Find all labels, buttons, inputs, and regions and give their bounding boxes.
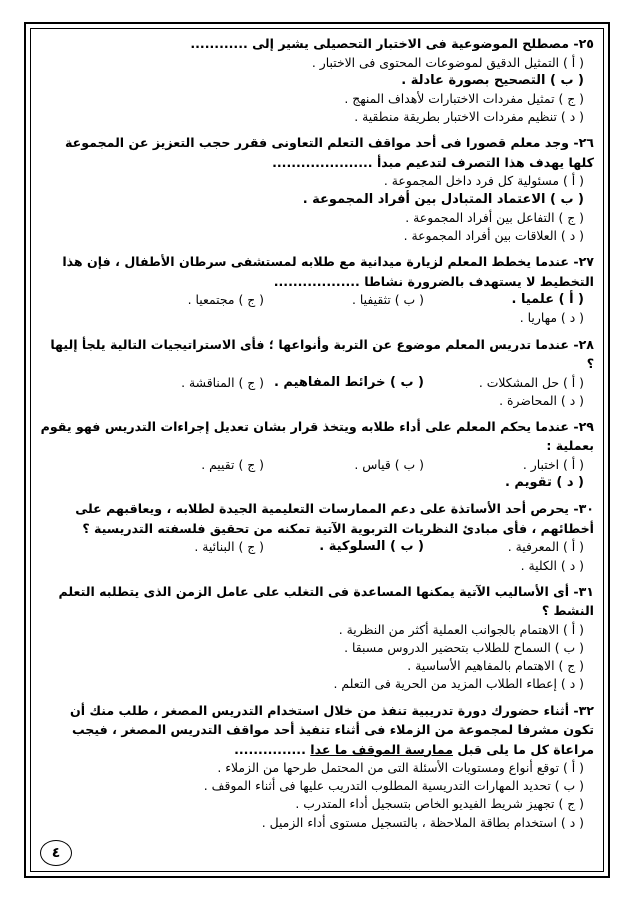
question-31	[40, 582, 594, 694]
option-b: ( ب ) تحديد المهارات التدريسية المطلوب التدريب عليها فى أثناء الموقف .	[203, 778, 584, 794]
question-stem: ٢٨- عندما تدريس المعلم موضوع عن التربة وأنواعها ؛ فأى الاستراتيجيات التالية يلجأ إليها ؟	[50, 336, 594, 372]
questions-list	[40, 34, 594, 839]
stem-main: ٣٢- أثناء حضورك دورة تدريبية تنفذ من خلال استخدام التدريس المصغر ، طلب منك أن تكون مشرفا لمجموعة من الزملاء فى أثناء تنفيذ أحد مواقف التدريس المصغر ، فيجب مراعاة كل ما يلى قبل	[70, 702, 594, 757]
option-a: ( أ ) حل المشكلات .	[478, 374, 584, 390]
option-a: ( أ ) اختبار .	[522, 456, 584, 472]
options-grid	[40, 538, 584, 574]
option-a: ( أ ) الاهتمام بالجوانب العملية أكثر من النظرية .	[338, 621, 584, 637]
option-d: ( د ) مهاريا .	[519, 310, 584, 326]
page-number-badge: ٤	[40, 840, 72, 866]
option-c: ( ج ) البنائية .	[194, 539, 264, 555]
option-c: ( ج ) التفاعل بين أفراد المجموعة .	[405, 209, 584, 225]
option-a: ( أ ) توقع أنواع ومستويات الأسئلة التى من المحتمل طرحها من الزملاء .	[217, 760, 584, 776]
option-c: ( ج ) مجتمعيا .	[187, 292, 264, 308]
question-stem: ٣٠- يحرص أحد الأساتذة على دعم الممارسات التعليمية الجيدة لطلابه ، ويعاقبهم على أخطائهم ، فأى مبادئ النظريات التربوية الآتية تمكنه من تحقيق فلسفته التدريسية ؟	[75, 501, 594, 536]
option-a-correct: ( أ ) علميا .	[511, 292, 584, 308]
question-stem: ٢٥- مصطلح الموضوعية فى الاختبار التحصيلى يشير إلى ............	[190, 36, 594, 51]
option-b: ( ب ) السماح للطلاب بتحضير الدروس مسبقا .	[344, 639, 584, 655]
question-25	[40, 34, 594, 126]
stem-underlined: ممارسة الموقف ما عدا	[310, 741, 454, 757]
question-26	[40, 133, 594, 245]
question-stem: ٢٦- وجد معلم قصورا فى أحد مواقف التعلم التعاونى فقرر حجب التعزيز عن المجموعة كلها يهدف هذا التصرف لتدعيم مبدأ .....................	[64, 135, 594, 170]
option-b-correct: ( ب ) الاعتماد المتبادل بين أفراد المجموعة .	[302, 191, 584, 207]
option-d: ( د ) استخدام بطاقة الملاحظة ، بالتسجيل مستوى أداء الزميل .	[261, 814, 584, 830]
option-d: ( د ) تنظيم مفردات الاختبار بطريقة منطقية .	[354, 109, 584, 125]
question-30	[40, 499, 594, 574]
question-stem: ٢٩- عندما يحكم المعلم على أداء طلابه ويتخذ قرار بشان تعديل إجراءات التدريس فهو يقوم بعملية :	[40, 418, 594, 454]
question-stem: ٢٧- عندما يخطط المعلم لزيارة ميدانية مع طلابه لمستشفى سرطان الأطفال ، فإن هذا التخطيط لا يستهدف بالضرورة نشاطا ..................	[62, 254, 594, 289]
option-b: ( ب ) تثقيفيا .	[351, 292, 424, 308]
question-32	[40, 701, 594, 832]
option-b: ( ب ) قياس .	[354, 456, 424, 472]
option-d-correct: ( د ) تقويم .	[504, 475, 584, 491]
option-c: ( ج ) المناقشة .	[181, 374, 264, 390]
question-27	[40, 252, 594, 327]
option-d: ( د ) المحاضرة .	[499, 392, 584, 408]
option-b-correct: ( ب ) السلوكية .	[319, 539, 424, 555]
option-a: ( أ ) مسئولية كل فرد داخل المجموعة .	[383, 173, 584, 189]
options-grid	[40, 291, 584, 327]
option-d: ( د ) الكلية .	[520, 557, 584, 573]
question-stem	[40, 701, 594, 760]
options-grid	[40, 374, 584, 410]
option-d: ( د ) إعطاء الطلاب المزيد من الحرية فى التعلم .	[333, 676, 584, 692]
question-stem: ٣١- أى الأساليب الآتية يمكنها المساعدة فى التغلب على عامل الزمن الذى يتطلبه التعلم النشط ؟	[58, 583, 594, 619]
question-29	[40, 417, 594, 492]
option-c: ( ج ) تقييم .	[201, 456, 264, 472]
option-d: ( د ) العلاقات بين أفراد المجموعة .	[403, 227, 584, 243]
option-b-correct: ( ب ) التصحيح بصورة عادلة .	[401, 72, 584, 88]
option-c: ( ج ) الاهتمام بالمفاهيم الأساسية .	[407, 658, 584, 674]
stem-tail: ...............	[234, 741, 306, 757]
options-grid	[40, 456, 584, 492]
option-a: ( أ ) المعرفية .	[507, 539, 584, 555]
question-28	[40, 335, 594, 410]
option-b-correct: ( ب ) خرائط المفاهيم .	[273, 374, 424, 390]
option-a: ( أ ) التمثيل الدقيق لموضوعات المحتوى فى الاختبار .	[311, 54, 584, 70]
option-c: ( ج ) تجهيز شريط الفيديو الخاص بتسجيل أداء المتدرب .	[295, 796, 584, 812]
option-c: ( ج ) تمثيل مفردات الاختبارات لأهداف المنهج .	[344, 90, 584, 106]
